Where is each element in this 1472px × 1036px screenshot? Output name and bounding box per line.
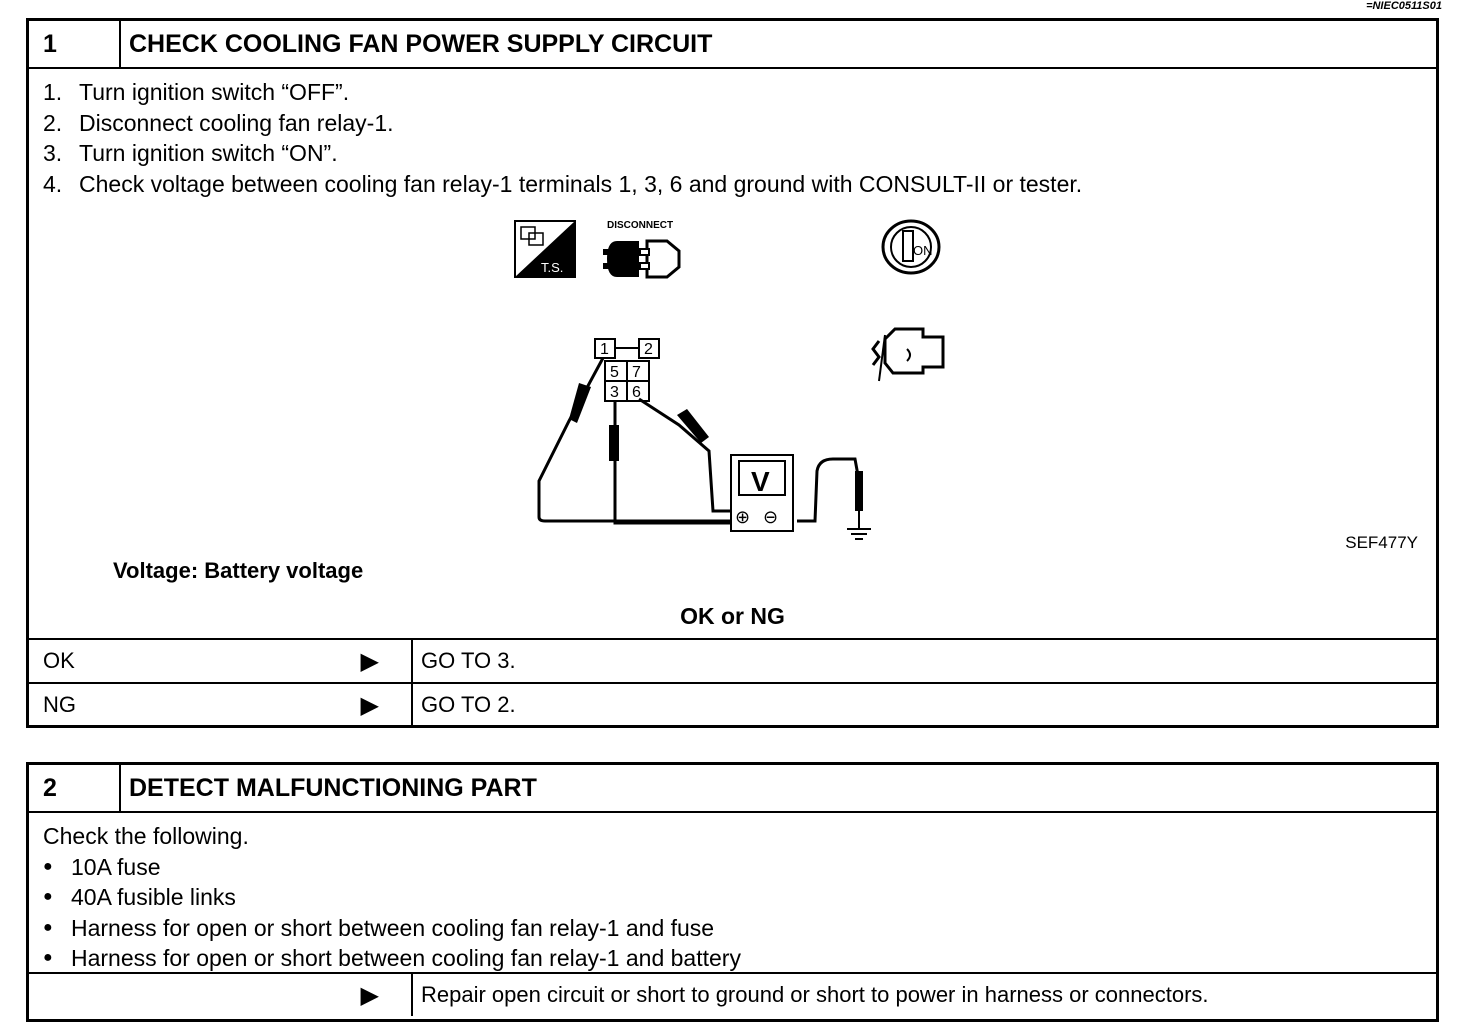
ground-symbol [847,511,871,539]
terminal-5: 5 [610,364,619,381]
result-key: OK [43,648,75,673]
result-action: GO TO 2. [421,692,516,717]
voltage-spec: Voltage: Battery voltage [113,558,364,583]
section-1-box [26,18,1439,728]
result-action: GO TO 3. [421,648,516,673]
section-number: 1 [29,21,121,67]
section-2-header [29,765,1436,813]
wiring-diagram [499,211,1439,581]
section-title: DETECT MALFUNCTIONING PART [129,773,537,802]
voltmeter [731,455,793,531]
plus-terminal: ⊕ [735,507,751,528]
ts-icon [515,221,575,277]
ok-ng-question: OK or NG [680,603,785,629]
document-code: =NIEC0511S01 [1366,0,1442,12]
step-item: 4. Check voltage between cooling fan relay-1 terminals 1, 3, 6 and ground with CONSULT-II or tester. [43,170,1083,197]
section-1-header [29,21,1436,69]
ignition-key-on-icon [883,221,939,273]
check-list [29,813,1436,974]
step-item: 1. Turn ignition switch “OFF”. [43,79,350,105]
section-2-box [26,762,1439,1022]
meter-label: V [751,466,770,497]
check-intro: Check the following. [43,823,249,849]
minus-terminal: ⊖ [763,507,779,528]
arrow-icon: ▶ [360,692,379,719]
terminal-1: 1 [600,341,609,358]
terminal-3: 3 [610,384,619,401]
probe-tips [569,383,863,511]
step-item: 2. Disconnect cooling fan relay-1. [43,109,394,136]
arrow-icon: ▶ [360,648,379,675]
svg-text:T.S.: T.S. [541,260,564,275]
result-action: Repair open circuit or short to ground or short to power in harness or connectors. [421,982,1209,1007]
svg-text:ON: ON [913,243,933,258]
terminal-2: 2 [644,341,653,358]
disconnect-connector-icon [603,220,679,277]
list-item: ● 40A fusible links [43,884,236,910]
step-item: 3. Turn ignition switch “ON”. [43,140,338,166]
section-number: 2 [29,765,121,811]
terminal-7: 7 [632,364,641,381]
engine-icon [873,329,943,381]
section-title: CHECK COOLING FAN POWER SUPPLY CIRCUIT [129,29,713,58]
result-row-ng [29,682,1436,726]
result-row-repair [29,972,1436,1016]
list-item: ● Harness for open or short between cooling fan relay-1 and fuse [43,914,715,941]
arrow-icon: ▶ [360,982,379,1009]
terminal-6: 6 [632,384,641,401]
result-key: NG [43,692,76,717]
result-row-ok [29,638,1436,682]
figure-code: SEF477Y [1345,533,1418,552]
relay-connector [595,339,659,401]
list-item: ● Harness for open or short between cooling fan relay-1 and battery [43,945,741,971]
list-item: ● 10A fuse [43,853,161,880]
step-list [29,69,1436,199]
svg-text:DISCONNECT: DISCONNECT [607,220,674,231]
